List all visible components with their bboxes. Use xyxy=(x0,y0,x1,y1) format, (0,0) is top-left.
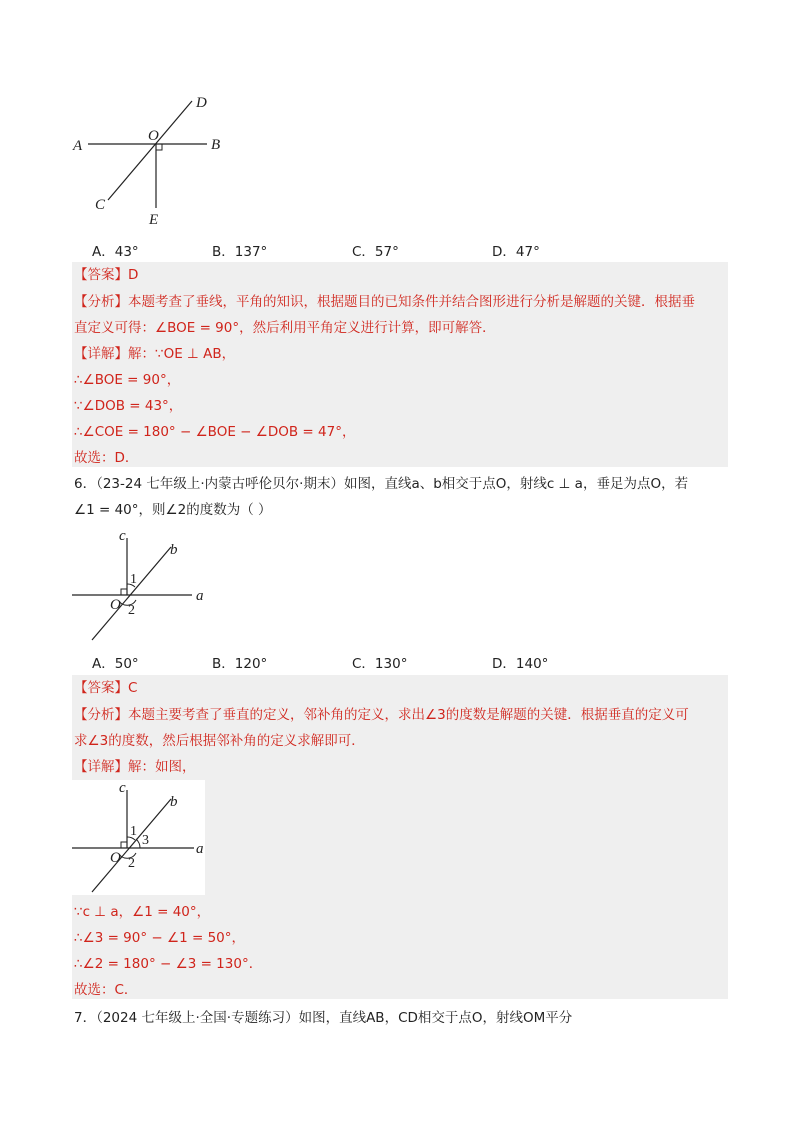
q6-detail-line5: 故选：C． xyxy=(74,982,138,998)
label-a: a xyxy=(196,588,204,604)
analysis-text: 本题考查了垂线，平角的知识，根据题目的已知条件并结合图形进行分析是解题的关键．根据垂 xyxy=(128,294,695,310)
q6-option-b[interactable]: B．120° xyxy=(212,656,268,672)
q5-option-d[interactable]: D．47° xyxy=(492,244,540,260)
detail-text: 解：如图， xyxy=(128,759,196,775)
answer-value: D xyxy=(128,267,139,283)
label-A: A xyxy=(73,138,83,154)
q5-analysis-line1 xyxy=(74,292,695,312)
label-B: B xyxy=(211,137,221,153)
label-b: b xyxy=(170,794,178,810)
q6-analysis-line2: 求∠3的度数，然后根据邻补角的定义求解即可． xyxy=(74,733,365,749)
label-angle-2: 2 xyxy=(128,856,135,871)
label-D: D xyxy=(196,95,207,111)
q6-option-d[interactable]: D．140° xyxy=(492,656,549,672)
label-O: O xyxy=(110,850,121,866)
analysis-tag: 【分析】 xyxy=(74,707,128,723)
q6-options xyxy=(92,652,592,672)
label-c: c xyxy=(119,780,126,796)
q5-detail-line2: ∴∠BOE = 90°， xyxy=(74,372,181,388)
q7-stem-line1: 7．（2024 七年级上·全国·专题练习）如图，直线AB，CD相交于点O，射线OM平分 xyxy=(74,1010,573,1026)
detail-tag: 【详解】 xyxy=(74,759,128,775)
analysis-tag: 【分析】 xyxy=(74,294,128,310)
label-E: E xyxy=(149,212,159,228)
q6-answer-line xyxy=(74,678,137,698)
q5-detail-line5: 故选：D． xyxy=(74,450,139,466)
q5-option-a[interactable]: A．43° xyxy=(92,244,139,260)
q6-detail-line1 xyxy=(74,757,196,777)
label-C: C xyxy=(95,197,106,213)
label-a: a xyxy=(196,841,204,857)
detail-tag: 【详解】 xyxy=(74,346,128,362)
q6-detail-line2: ∵c ⊥ a，∠1 = 40°， xyxy=(74,904,211,920)
q6-detail-line4: ∴∠2 = 180° − ∠3 = 130°． xyxy=(74,956,263,972)
analysis-text: 本题主要考查了垂直的定义，邻补角的定义，求出∠3的度数是解题的关键．根据垂直的定义可 xyxy=(128,707,689,723)
answer-tag: 【答案】 xyxy=(74,680,128,696)
q5-answer-line xyxy=(74,265,138,285)
label-O: O xyxy=(110,597,121,613)
q5-option-c[interactable]: C．57° xyxy=(352,244,399,260)
label-angle-3: 3 xyxy=(142,833,149,848)
answer-value: C xyxy=(128,680,138,696)
q6-option-a[interactable]: A．50° xyxy=(92,656,139,672)
q6-figure xyxy=(70,528,210,646)
label-angle-1: 1 xyxy=(130,824,137,839)
q5-option-b[interactable]: B．137° xyxy=(212,244,268,260)
label-c: c xyxy=(119,528,126,544)
label-O: O xyxy=(148,128,159,144)
q5-options xyxy=(92,240,592,260)
q6-stem-line1: 6．（23-24 七年级上·内蒙古呼伦贝尔·期末）如图，直线a、b相交于点O，射线c ⊥ a，垂足为点O，若 xyxy=(74,476,689,492)
q5-detail-line4: ∴∠COE = 180° − ∠BOE − ∠DOB = 47°， xyxy=(74,424,356,440)
q5-detail-line1 xyxy=(74,344,235,364)
label-angle-1: 1 xyxy=(130,572,137,587)
detail-text: 解：∵OE ⊥ AB， xyxy=(128,346,236,362)
label-b: b xyxy=(170,542,178,558)
label-angle-2: 2 xyxy=(128,603,135,618)
answer-tag: 【答案】 xyxy=(74,267,128,283)
q5-detail-line3: ∵∠DOB = 43°， xyxy=(74,398,183,414)
q5-analysis-line2: 直定义可得：∠BOE = 90°，然后利用平角定义进行计算，即可解答． xyxy=(74,320,496,336)
q6-option-c[interactable]: C．130° xyxy=(352,656,408,672)
q6-detail-line3: ∴∠3 = 90° − ∠1 = 50°， xyxy=(74,930,246,946)
q6-stem-line2: ∠1 = 40°，则∠2的度数为（ ） xyxy=(74,502,272,518)
q6-analysis-line1 xyxy=(74,705,689,725)
q6-solution-figure xyxy=(70,780,205,895)
q5-figure xyxy=(70,92,240,232)
